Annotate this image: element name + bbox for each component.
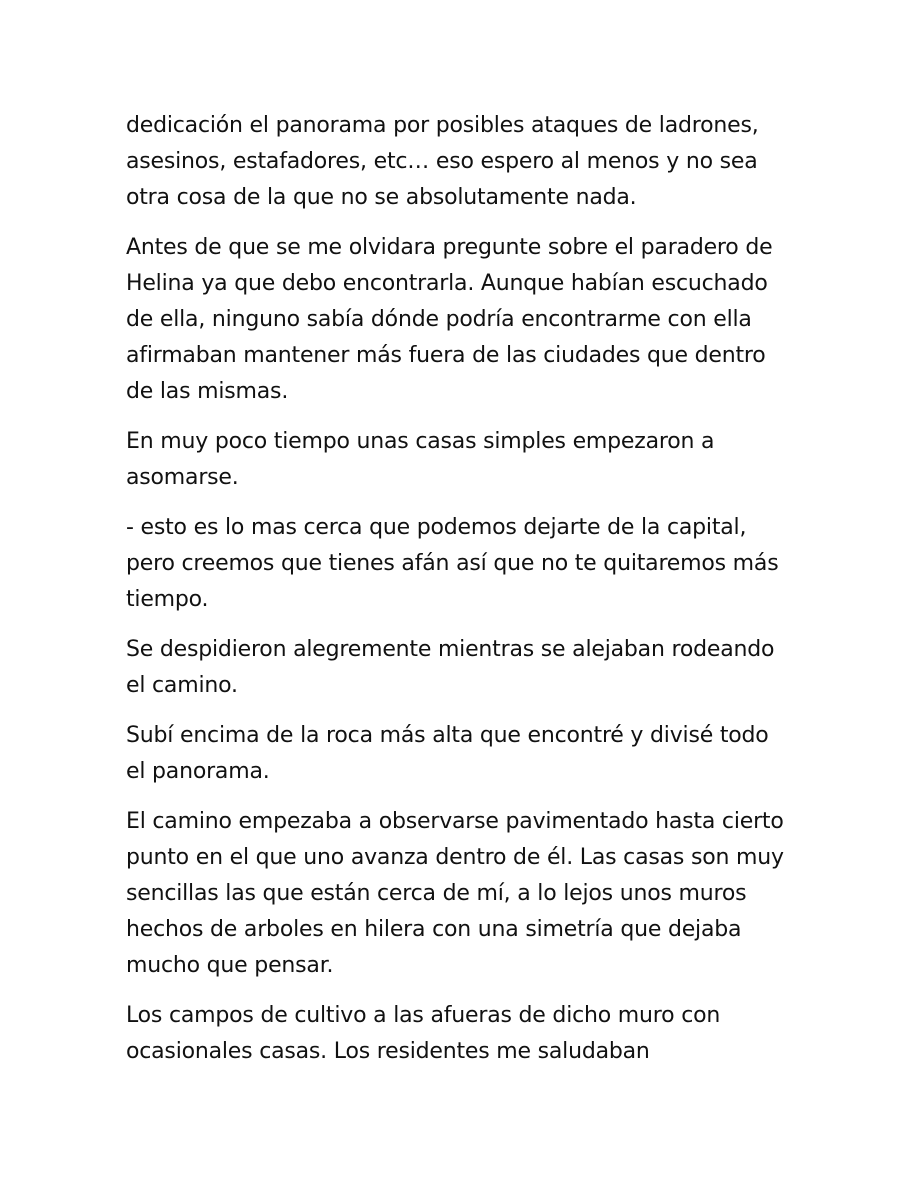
body-text bbox=[126, 108, 786, 1084]
paragraph: Subí encima de la roca más alta que encontré y divisé todo el panorama. bbox=[126, 723, 769, 784]
paragraph: Los campos de cultivo a las afueras de dicho muro con ocasionales casas. Los residentes me saludaban bbox=[126, 1003, 721, 1064]
paragraph: En muy poco tiempo unas casas simples empezaron a asomarse. bbox=[126, 429, 715, 490]
paragraph: El camino empezaba a observarse pavimentado hasta cierto punto en el que uno avanza dentro de él. Las casas son muy sencillas las que están cerca de mí, a lo lejos unos muros hechos de arboles en hilera con una simetría que dejaba mucho que pensar. bbox=[126, 809, 784, 978]
paragraph: Antes de que se me olvidara pregunte sobre el paradero de Helina ya que debo encontrarla. Aunque habían escuchado de ella, ninguno sabía dónde podría encontrarme con ella afirmaban mantener más fuera de las ciudades que dentro de las mismas. bbox=[126, 235, 773, 404]
paragraph: dedicación el panorama por posibles ataques de ladrones, asesinos, estafadores, etc… eso espero al menos y no sea otra cosa de la que no se absolutamente nada. bbox=[126, 113, 759, 210]
paragraph: - esto es lo mas cerca que podemos dejarte de la capital, pero creemos que tienes afán así que no te quitaremos más tiempo. bbox=[126, 515, 779, 612]
paragraph: Se despidieron alegremente mientras se alejaban rodeando el camino. bbox=[126, 637, 775, 698]
